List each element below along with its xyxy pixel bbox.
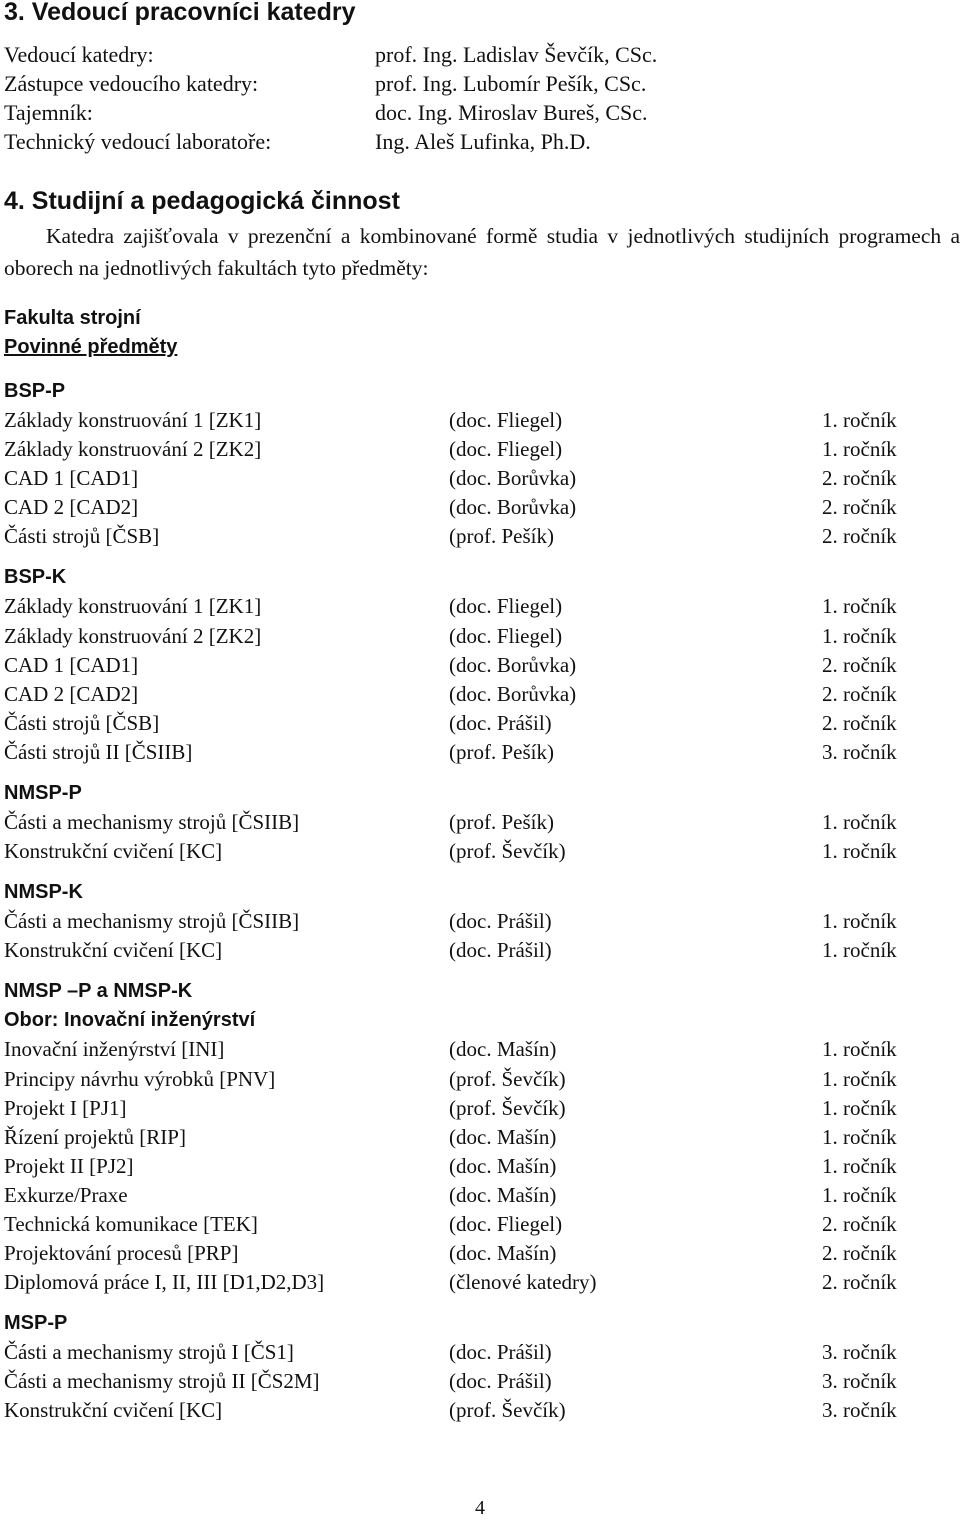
study-year: 2. ročník bbox=[822, 652, 897, 677]
staff-name: Ing. Aleš Lufinka, Ph.D. bbox=[375, 129, 591, 154]
subject-row bbox=[4, 907, 954, 936]
subject-teacher: (doc. Mašín) bbox=[449, 1124, 557, 1149]
group-title: NMSP –P a NMSP-K bbox=[4, 980, 193, 1003]
subject-name: Technická komunikace [TEK] bbox=[4, 1211, 258, 1236]
subject-row bbox=[4, 622, 954, 651]
group-title: MSP-P bbox=[4, 1312, 68, 1335]
group-subtitle: Obor: Inovační inženýrství bbox=[4, 1009, 256, 1032]
subject-group bbox=[4, 1309, 954, 1425]
subject-group bbox=[4, 878, 954, 965]
study-year: 2. ročník bbox=[822, 524, 897, 549]
staff-name: prof. Ing. Ladislav Ševčík, CSc. bbox=[375, 42, 658, 67]
subject-teacher: (doc. Borůvka) bbox=[449, 495, 577, 520]
subject-name: Diplomová práce I, II, III [D1,D2,D3] bbox=[4, 1270, 325, 1295]
subject-row bbox=[4, 1210, 954, 1239]
staff-list bbox=[4, 40, 904, 156]
subject-teacher: (doc. Mašín) bbox=[449, 1241, 557, 1266]
study-year: 1. ročník bbox=[822, 1037, 897, 1062]
subject-teacher: (doc. Fliegel) bbox=[449, 437, 563, 462]
subject-name: Části strojů [ČSB] bbox=[4, 710, 160, 735]
subject-row bbox=[4, 651, 954, 680]
subject-row bbox=[4, 1268, 954, 1297]
study-year: 2. ročník bbox=[822, 1211, 897, 1236]
subject-name: Základy konstruování 2 [ZK2] bbox=[4, 623, 262, 648]
subject-teacher: (prof. Ševčík) bbox=[449, 1398, 566, 1423]
subject-row bbox=[4, 1181, 954, 1210]
subject-group bbox=[4, 377, 954, 551]
subject-teacher: (doc. Prášil) bbox=[449, 909, 552, 934]
study-year: 1. ročník bbox=[822, 1066, 897, 1091]
mandatory-subjects-heading: Povinné předměty bbox=[4, 336, 178, 358]
study-year: 1. ročník bbox=[822, 1095, 897, 1120]
study-year: 1. ročník bbox=[822, 408, 897, 432]
subject-row bbox=[4, 464, 954, 493]
subject-name: Základy konstruování 1 [ZK1] bbox=[4, 594, 262, 619]
subject-row bbox=[4, 1396, 954, 1425]
subject-name: CAD 1 [CAD1] bbox=[4, 652, 139, 677]
staff-name: doc. Ing. Miroslav Bureš, CSc. bbox=[375, 100, 648, 125]
study-year: 1. ročník bbox=[822, 839, 897, 864]
subject-name: Řízení projektů [RIP] bbox=[4, 1124, 186, 1149]
subject-name: Projekt I [PJ1] bbox=[4, 1095, 127, 1120]
subject-row bbox=[4, 1094, 954, 1123]
subject-name: Části strojů II [ČSIIB] bbox=[4, 739, 193, 764]
subject-row bbox=[4, 1239, 954, 1268]
subject-name: Části a mechanismy strojů I [ČS1] bbox=[4, 1340, 294, 1365]
study-year: 2. ročník bbox=[822, 710, 897, 735]
subject-row bbox=[4, 1123, 954, 1152]
subject-row bbox=[4, 936, 954, 965]
subject-teacher: (doc. Prášil) bbox=[449, 938, 552, 963]
study-year: 1. ročník bbox=[822, 1182, 897, 1207]
staff-name: prof. Ing. Lubomír Pešík, CSc. bbox=[375, 71, 647, 96]
subject-teacher: (doc. Mašín) bbox=[449, 1182, 557, 1207]
subject-teacher: (doc. Borůvka) bbox=[449, 652, 577, 677]
subject-name: Principy návrhu výrobků [PNV] bbox=[4, 1066, 276, 1091]
page-number: 4 bbox=[475, 1497, 485, 1519]
faculty-heading: Fakulta strojní bbox=[4, 307, 141, 329]
intro-paragraph bbox=[4, 220, 960, 284]
subject-row bbox=[4, 709, 954, 738]
subject-name: Konstrukční cvičení [KC] bbox=[4, 839, 223, 864]
subject-name: CAD 1 [CAD1] bbox=[4, 466, 139, 491]
subject-group bbox=[4, 977, 954, 1297]
subject-name: Základy konstruování 1 [ZK1] bbox=[4, 408, 262, 432]
study-year: 2. ročník bbox=[822, 681, 897, 706]
subject-teacher: (doc. Fliegel) bbox=[449, 623, 563, 648]
study-year: 1. ročník bbox=[822, 1153, 897, 1178]
group-title: NMSP-K bbox=[4, 881, 83, 904]
subject-row bbox=[4, 1152, 954, 1181]
subject-teacher: (členové katedry) bbox=[449, 1270, 597, 1295]
subject-name: CAD 2 [CAD2] bbox=[4, 495, 139, 520]
group-title: NMSP-P bbox=[4, 782, 82, 805]
group-title: BSP-P bbox=[4, 380, 66, 402]
subject-teacher: (doc. Prášil) bbox=[449, 1340, 552, 1365]
subject-teacher: (prof. Ševčík) bbox=[449, 1095, 566, 1120]
section-4-heading: 4. Studijní a pedagogická činnost bbox=[4, 187, 400, 215]
subject-group bbox=[4, 563, 954, 767]
staff-role: Vedoucí katedry: bbox=[4, 42, 154, 67]
subject-name: Projektování procesů [PRP] bbox=[4, 1241, 239, 1266]
subject-row bbox=[4, 406, 954, 435]
subject-row bbox=[4, 435, 954, 464]
study-year: 2. ročník bbox=[822, 466, 897, 491]
subject-row bbox=[4, 1065, 954, 1094]
subject-row bbox=[4, 680, 954, 709]
subject-teacher: (doc. Prášil) bbox=[449, 1369, 552, 1394]
study-year: 3. ročník bbox=[822, 739, 897, 764]
intro-text: Katedra zajišťovala v prezenční a kombinované formě studia v jednotlivých studijních programech a oborech na jednotlivých fakultách tyto předměty: bbox=[4, 224, 960, 280]
staff-row bbox=[4, 69, 904, 98]
study-year: 1. ročník bbox=[822, 1124, 897, 1149]
subject-teacher: (prof. Ševčík) bbox=[449, 1066, 566, 1091]
subject-teacher: (doc. Mašín) bbox=[449, 1037, 557, 1062]
subject-row bbox=[4, 808, 954, 837]
subject-row bbox=[4, 837, 954, 866]
subject-name: Inovační inženýrství [INI] bbox=[4, 1037, 225, 1062]
subject-teacher: (prof. Pešík) bbox=[449, 739, 554, 764]
subject-teacher: (doc. Prášil) bbox=[449, 710, 552, 735]
subject-row bbox=[4, 1367, 954, 1396]
study-year: 1. ročník bbox=[822, 909, 897, 934]
staff-role: Tajemník: bbox=[4, 100, 93, 125]
subject-name: Projekt II [PJ2] bbox=[4, 1153, 134, 1178]
subject-row bbox=[4, 1035, 954, 1064]
study-year: 1. ročník bbox=[822, 594, 897, 619]
group-title: BSP-K bbox=[4, 566, 67, 589]
subject-row bbox=[4, 1338, 954, 1367]
subject-teacher: (doc. Borůvka) bbox=[449, 681, 577, 706]
study-year: 3. ročník bbox=[822, 1369, 897, 1394]
study-year: 3. ročník bbox=[822, 1340, 897, 1365]
subject-group bbox=[4, 779, 954, 866]
subject-row bbox=[4, 493, 954, 522]
subject-groups bbox=[4, 377, 954, 1438]
subject-row bbox=[4, 522, 954, 551]
section-3-heading: 3. Vedoucí pracovníci katedry bbox=[4, 0, 356, 26]
subject-row bbox=[4, 592, 954, 621]
subject-teacher: (doc. Borůvka) bbox=[449, 466, 577, 491]
subject-name: Základy konstruování 2 [ZK2] bbox=[4, 437, 262, 462]
subject-teacher: (doc. Fliegel) bbox=[449, 1211, 563, 1236]
subject-teacher: (doc. Mašín) bbox=[449, 1153, 557, 1178]
study-year: 2. ročník bbox=[822, 1270, 897, 1295]
subject-name: Části strojů [ČSB] bbox=[4, 524, 160, 549]
subject-name: Exkurze/Praxe bbox=[4, 1182, 128, 1207]
staff-role: Zástupce vedoucího katedry: bbox=[4, 71, 259, 96]
study-year: 2. ročník bbox=[822, 495, 897, 520]
subject-row bbox=[4, 738, 954, 767]
study-year: 2. ročník bbox=[822, 1241, 897, 1266]
subject-name: Části a mechanismy strojů [ČSIIB] bbox=[4, 810, 300, 835]
staff-row bbox=[4, 98, 904, 127]
subject-teacher: (doc. Fliegel) bbox=[449, 408, 563, 432]
subject-teacher: (prof. Ševčík) bbox=[449, 839, 566, 864]
study-year: 1. ročník bbox=[822, 623, 897, 648]
subject-name: Části a mechanismy strojů [ČSIIB] bbox=[4, 909, 300, 934]
subject-name: Konstrukční cvičení [KC] bbox=[4, 938, 223, 963]
study-year: 3. ročník bbox=[822, 1398, 897, 1423]
study-year: 1. ročník bbox=[822, 938, 897, 963]
staff-role: Technický vedoucí laboratoře: bbox=[4, 129, 272, 154]
subject-name: CAD 2 [CAD2] bbox=[4, 681, 139, 706]
study-year: 1. ročník bbox=[822, 437, 897, 462]
subject-teacher: (doc. Fliegel) bbox=[449, 594, 563, 619]
subject-teacher: (prof. Pešík) bbox=[449, 810, 554, 835]
staff-row bbox=[4, 40, 904, 69]
subject-teacher: (prof. Pešík) bbox=[449, 524, 554, 549]
subject-name: Části a mechanismy strojů II [ČS2M] bbox=[4, 1369, 320, 1394]
subject-name: Konstrukční cvičení [KC] bbox=[4, 1398, 223, 1423]
study-year: 1. ročník bbox=[822, 810, 897, 835]
staff-row bbox=[4, 127, 904, 156]
